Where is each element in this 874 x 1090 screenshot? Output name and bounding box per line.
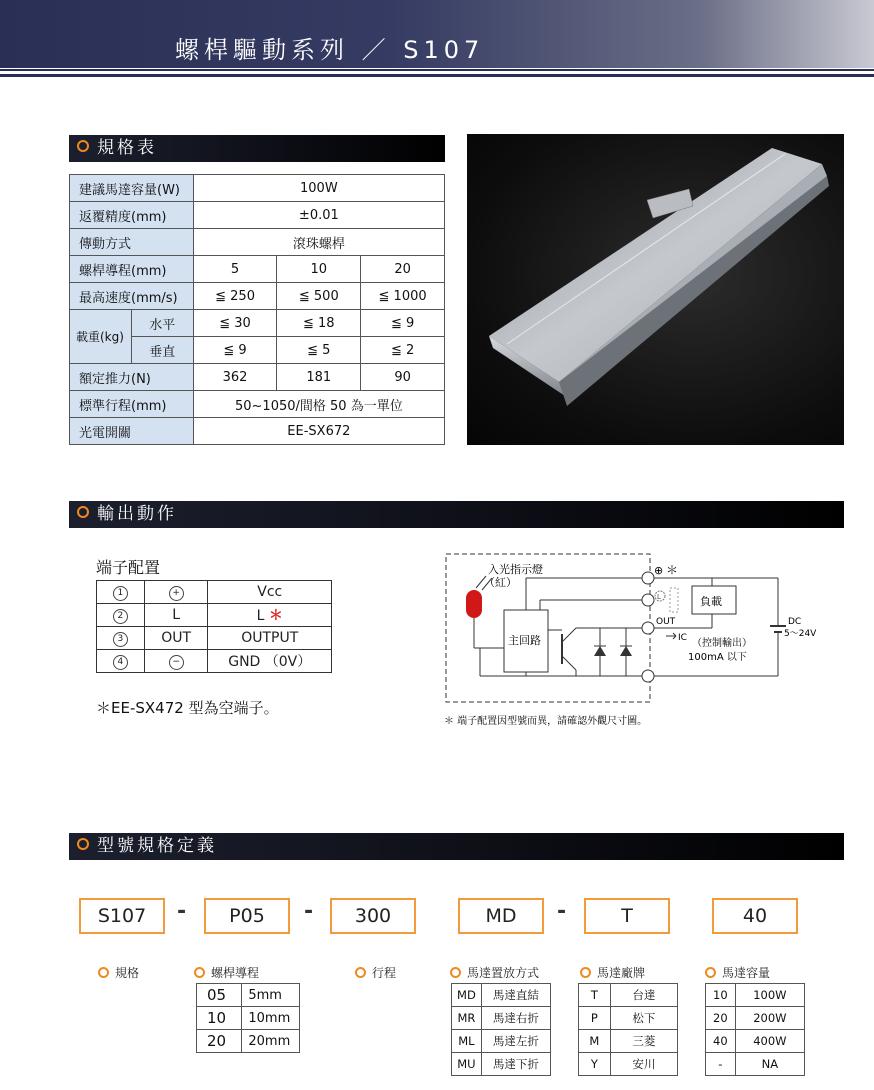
indicator-sublabel: （紅）: [484, 576, 517, 589]
spec-value: EE-SX672: [193, 418, 444, 445]
table-row: [70, 364, 445, 391]
terminal-symbol: L: [144, 604, 208, 627]
load-label: 負載: [700, 595, 722, 608]
table-row: [70, 391, 445, 418]
bullet-icon: [194, 967, 205, 978]
code-stroke: 300: [330, 898, 416, 934]
dc-range-label: 5～24V: [784, 629, 817, 639]
terminal-name: GND （0V）: [208, 650, 332, 673]
mount-code: ML: [452, 1030, 482, 1053]
spec-label: 建議馬達容量(W): [70, 175, 194, 202]
spec-sublabel: 垂直: [131, 337, 193, 364]
spec-section-title: 規格表: [97, 138, 157, 158]
spec-value: ≦ 1000: [361, 283, 445, 310]
terminal-symbol: +: [169, 586, 184, 601]
spec-value: 20: [361, 256, 445, 283]
spec-label: 光電開關: [70, 418, 194, 445]
table-row: [97, 650, 332, 673]
dc-label: DC: [788, 617, 802, 627]
terminal-number: 3: [113, 632, 128, 647]
main-circuit-label: 主回路: [508, 634, 541, 647]
spec-table: [69, 174, 445, 445]
terminal-symbol: OUT: [144, 627, 208, 650]
stroke-field-label: [355, 964, 396, 981]
ic-label: IC: [678, 633, 687, 643]
l-terminal-mark: L: [657, 593, 661, 601]
brand-code: P: [579, 1007, 611, 1030]
mount-value: 馬達下折: [481, 1053, 550, 1076]
spec-value: 5: [193, 256, 277, 283]
table-row: [97, 627, 332, 650]
table-row: [70, 175, 445, 202]
page-title: 螺桿驅動系列 ／ S107: [175, 36, 485, 64]
bullet-icon: [705, 967, 716, 978]
table-row: [452, 1007, 551, 1030]
code-dash: -: [304, 899, 314, 924]
control-current-label: 100mA 以下: [688, 652, 747, 663]
star-mark: ＊: [666, 563, 679, 577]
mount-code: MD: [452, 984, 482, 1007]
bullet-icon: [355, 967, 366, 978]
bullet-icon: [580, 967, 591, 978]
spec-value: 181: [277, 364, 361, 391]
terminal-name: Vcc: [208, 581, 332, 604]
spec-label: 標準行程(mm): [70, 391, 194, 418]
mount-value: 馬達左折: [481, 1030, 550, 1053]
model-section-title: 型號規格定義: [97, 836, 217, 856]
capacity-code: 10: [706, 984, 736, 1007]
model-section-bar: [69, 833, 844, 860]
table-row: [706, 1053, 805, 1076]
terminal-number: 4: [113, 655, 128, 670]
spec-value: 滾珠螺桿: [193, 229, 444, 256]
pitch-code: 20: [197, 1030, 242, 1053]
table-row: [706, 1030, 805, 1053]
circuit-note: ＊ 端子配置因型號而異，請確認外觀尺寸圖。: [444, 716, 648, 727]
output-section-bar: [69, 501, 844, 528]
bullet-icon: [77, 506, 89, 518]
out-label: OUT: [656, 617, 676, 627]
brand-code: Y: [579, 1053, 611, 1076]
table-row: [70, 202, 445, 229]
control-output-label: （控制輸出）: [692, 638, 752, 649]
spec-label: 載重(kg): [70, 310, 132, 364]
star-mark: ＊: [268, 608, 283, 624]
brand-value: 台達: [610, 984, 677, 1007]
table-row: [579, 1007, 678, 1030]
mount-value: 馬達直結: [481, 984, 550, 1007]
capacity-value: 400W: [735, 1030, 804, 1053]
spec-label: 傳動方式: [70, 229, 194, 256]
capacity-code: 20: [706, 1007, 736, 1030]
spec-value: ±0.01: [193, 202, 444, 229]
terminal-number: 2: [113, 609, 128, 624]
capacity-code: -: [706, 1053, 736, 1076]
header-rule: [0, 69, 874, 71]
mount-table: [451, 983, 551, 1076]
pitch-table: [196, 983, 300, 1053]
output-section-title: 輸出動作: [97, 504, 177, 524]
bullet-icon: [98, 967, 109, 978]
mount-value: 馬達右折: [481, 1007, 550, 1030]
code-mount: MD: [458, 898, 544, 934]
capacity-field-label: [705, 964, 770, 981]
table-row: [70, 256, 445, 283]
brand-field-label: [580, 964, 645, 981]
stroke-field-text: 行程: [372, 966, 397, 980]
spec-value: ≦ 30: [193, 310, 277, 337]
brand-code: M: [579, 1030, 611, 1053]
mount-field-label: [450, 964, 539, 981]
plus-terminal-mark: ⊕: [654, 564, 664, 577]
table-row: [579, 984, 678, 1007]
table-row: [706, 984, 805, 1007]
table-row: [452, 1030, 551, 1053]
table-row: [70, 229, 445, 256]
pitch-field-label: [194, 964, 259, 981]
indicator-led-icon: [466, 590, 482, 618]
terminal-name: L: [256, 608, 265, 624]
table-row: [579, 1053, 678, 1076]
pitch-code: 10: [197, 1007, 242, 1030]
spec-field-label: [98, 964, 139, 981]
bullet-icon: [77, 140, 89, 152]
table-row: [70, 418, 445, 445]
code-capacity: 40: [712, 898, 798, 934]
code-dash: -: [557, 899, 567, 924]
mount-code: MR: [452, 1007, 482, 1030]
product-photo: [467, 134, 844, 445]
capacity-table: [705, 983, 805, 1076]
spec-value: ≦ 2: [361, 337, 445, 364]
brand-value: 松下: [610, 1007, 677, 1030]
spec-value: 362: [193, 364, 277, 391]
actuator-image: [467, 134, 844, 445]
spec-value: 50~1050/間格 50 為一單位: [193, 391, 444, 418]
table-row: [70, 310, 445, 337]
brand-field-text: 馬達廠牌: [597, 966, 646, 980]
table-row: [197, 984, 300, 1007]
spec-value: ≦ 500: [277, 283, 361, 310]
table-row: [97, 604, 332, 627]
code-series: S107: [79, 898, 165, 934]
spec-value: ≦ 9: [193, 337, 277, 364]
pitch-code: 05: [197, 984, 242, 1007]
spec-sublabel: 水平: [131, 310, 193, 337]
code-pitch: P05: [204, 898, 290, 934]
capacity-value: NA: [735, 1053, 804, 1076]
bullet-icon: [450, 967, 461, 978]
terminal-note: ＊EE-SX472 型為空端子。: [96, 699, 279, 717]
spec-label: 最高速度(mm/s): [70, 283, 194, 310]
table-row: [452, 984, 551, 1007]
capacity-field-text: 馬達容量: [722, 966, 771, 980]
capacity-value: 100W: [735, 984, 804, 1007]
capacity-code: 40: [706, 1030, 736, 1053]
brand-value: 三菱: [610, 1030, 677, 1053]
spec-label: 額定推力(N): [70, 364, 194, 391]
spec-label: 返覆精度(mm): [70, 202, 194, 229]
terminal-table: [96, 580, 332, 673]
pitch-field-text: 螺桿導程: [211, 966, 260, 980]
brand-value: 安川: [610, 1053, 677, 1076]
table-row: [579, 1030, 678, 1053]
terminal-title: 端子配置: [96, 558, 161, 577]
terminal-number: 1: [113, 586, 128, 601]
spec-section-bar: [69, 135, 445, 162]
circuit-diagram: [440, 548, 830, 738]
spec-label: 螺桿導程(mm): [70, 256, 194, 283]
table-row: [452, 1053, 551, 1076]
table-row: [197, 1030, 300, 1053]
pitch-value: 10mm: [242, 1007, 300, 1030]
indicator-label: 入光指示燈: [488, 563, 543, 576]
terminal-name: OUTPUT: [208, 627, 332, 650]
spec-value: 100W: [193, 175, 444, 202]
terminal-symbol: −: [169, 655, 184, 670]
mount-code: MU: [452, 1053, 482, 1076]
spec-value: ≦ 9: [361, 310, 445, 337]
header-rule: [0, 74, 874, 77]
table-row: [97, 581, 332, 604]
code-brand: T: [584, 898, 670, 934]
pitch-value: 20mm: [242, 1030, 300, 1053]
spec-value: 90: [361, 364, 445, 391]
capacity-value: 200W: [735, 1007, 804, 1030]
spec-value: ≦ 250: [193, 283, 277, 310]
mount-field-text: 馬達置放方式: [467, 966, 540, 980]
code-dash: -: [177, 899, 187, 924]
spec-value: ≦ 18: [277, 310, 361, 337]
brand-table: [578, 983, 678, 1076]
bullet-icon: [77, 838, 89, 850]
pitch-value: 5mm: [242, 984, 300, 1007]
brand-code: T: [579, 984, 611, 1007]
table-row: [197, 1007, 300, 1030]
spec-value: 10: [277, 256, 361, 283]
table-row: [70, 283, 445, 310]
spec-value: ≦ 5: [277, 337, 361, 364]
table-row: [706, 1007, 805, 1030]
spec-field-text: 規格: [115, 966, 140, 980]
